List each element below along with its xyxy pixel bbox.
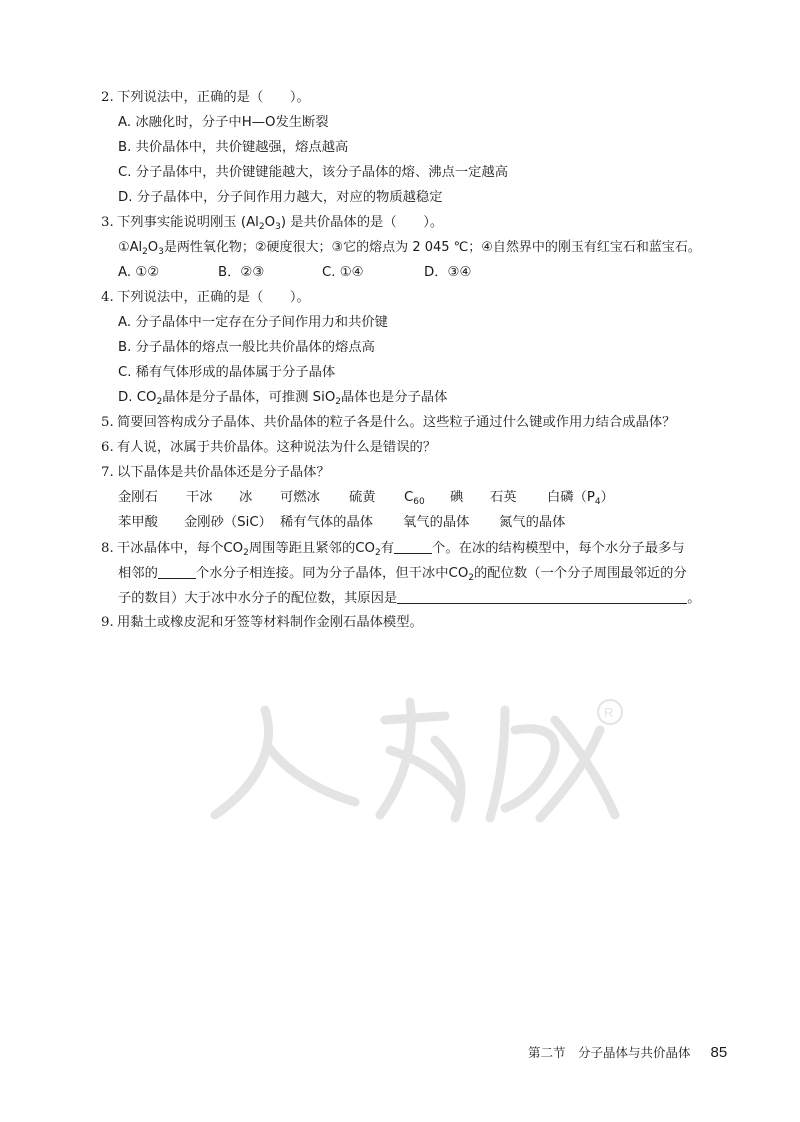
text-part: ） [600, 490, 614, 505]
question-4-option-a: A. 分子晶体中一定存在分子间作用力和共价键 [118, 315, 388, 330]
watermark-stroke [490, 710, 505, 818]
question-3-option-a: A. ①② [118, 265, 160, 280]
question-7-stem [101, 464, 330, 482]
question-text: 下列说法中，正确的是（ ）。 [117, 290, 310, 305]
question-2-option-d: D. 分子晶体中，分子间作用力越大，对应的物质越稳定 [118, 190, 443, 205]
question-8-line-1 [101, 539, 685, 558]
question-number: 9. [101, 615, 114, 630]
crystal-item: 碘 [450, 490, 464, 505]
text-part: O [147, 240, 159, 255]
text-part: O [264, 215, 276, 230]
question-text: 简要回答构成分子晶体、共价晶体的粒子各是什么。这些粒子通过什么键或作用力结合成晶体？ [117, 415, 676, 430]
text-part: 周围等距且紧邻的CO [248, 541, 376, 556]
question-2-option-c: C. 分子晶体中，共价键键能越大，该分子晶体的熔、沸点一定越高 [118, 165, 509, 180]
subscript: 2 [156, 397, 163, 407]
subscript: 2 [375, 548, 381, 558]
subscript: 4 [594, 497, 601, 507]
text-part: 。 [687, 591, 701, 606]
question-text: 用黏土或橡皮泥和牙签等材料制作金刚石晶体模型。 [117, 615, 423, 630]
text-part: 白磷（P [547, 490, 595, 505]
crystal-item: 冰 [239, 490, 253, 505]
subscript: 2 [258, 222, 265, 232]
subscript: 2 [243, 548, 249, 558]
watermark-stroke [505, 729, 555, 808]
text-part: C [404, 490, 414, 505]
crystal-item: 可燃冰 [280, 490, 320, 505]
question-number: 4. [101, 290, 114, 305]
question-number: 2. [101, 90, 114, 105]
subscript: 3 [275, 222, 281, 232]
text-part: ) 是共价晶体的是（ ）。 [280, 215, 444, 230]
question-2-stem [101, 89, 310, 107]
question-text: 下列说法中，正确的是（ ）。 [117, 90, 310, 105]
question-4-option-d [118, 389, 447, 407]
publisher-watermark-logo [205, 690, 635, 830]
question-4-option-c: C. 稀有气体形成的晶体属于分子晶体 [118, 365, 336, 380]
crystal-item-c60 [404, 489, 425, 507]
subscript: 60 [413, 497, 425, 507]
subscript: 2 [468, 573, 475, 583]
registered-mark-letter: R [604, 705, 614, 720]
text-part: 相邻的 [118, 566, 158, 581]
text-part: ①Al [118, 240, 143, 255]
text-part: 个。在冰的结构模型中，每个水分子最多与 [432, 541, 685, 556]
crystal-item: 稀有气体的晶体 [280, 515, 374, 530]
question-number: 8. [101, 541, 114, 556]
text-part: 的配位数（一个分子周围最邻近的分 [474, 566, 687, 581]
question-9 [101, 614, 423, 632]
question-3-facts [118, 239, 701, 257]
answer-blank-3[interactable] [397, 589, 687, 604]
question-text: 以下晶体是共价晶体还是分子晶体？ [117, 465, 330, 480]
crystal-item: 苯甲酸 [118, 515, 158, 530]
text-part: 是两性氧化物；②硬度很大；③它的熔点为 2 045 ℃；④自然界中的刚玉有红宝石和蓝宝石。 [163, 240, 701, 255]
text-part: 个水分子相连接。同为分子晶体，但干冰中CO [195, 566, 469, 581]
question-3-option-c: C. ①④ [322, 265, 364, 280]
text-part: 有 [380, 541, 395, 556]
text-part: D. CO [118, 390, 157, 405]
text-part: 晶体是分子晶体，可推测 SiO [162, 390, 336, 405]
question-4-option-b: B. 分子晶体的熔点一般比共价晶体的熔点高 [118, 340, 375, 355]
question-3-option-d: D．③④ [424, 265, 472, 280]
answer-blank-2[interactable] [158, 564, 196, 579]
question-2-option-a: A. 冰融化时，分子中H—O发生断裂 [118, 115, 329, 130]
subscript: 3 [158, 247, 164, 257]
crystal-item: 硫黄 [349, 490, 376, 505]
crystal-item: 金刚砂（SiC） [184, 515, 272, 530]
question-8-line-3 [118, 589, 701, 608]
crystal-item: 干冰 [186, 490, 213, 505]
page-number: 85 [710, 1044, 728, 1061]
crystal-item-p4 [547, 489, 614, 507]
crystal-item: 氮气的晶体 [499, 515, 566, 530]
crystal-item: 石英 [490, 490, 517, 505]
question-3-option-b: B．②③ [218, 265, 265, 280]
subscript: 2 [335, 397, 342, 407]
question-3-stem [101, 214, 443, 232]
question-6 [101, 439, 436, 457]
watermark-stroke [215, 710, 268, 815]
question-2-option-b: B. 共价晶体中，共价键越强，熔点越高 [118, 140, 349, 155]
question-5 [101, 414, 675, 432]
text-part: 干冰晶体中，每个CO [117, 541, 244, 556]
question-number: 5. [101, 415, 114, 430]
question-number: 7. [101, 465, 114, 480]
watermark-stroke [267, 745, 355, 802]
crystal-item: 金刚石 [118, 490, 158, 505]
answer-blank-1[interactable] [394, 539, 432, 554]
text-part: 下列事实能说明刚玉 (Al [117, 215, 259, 230]
crystal-item: 氧气的晶体 [403, 515, 470, 530]
text-part: 晶体也是分子晶体 [341, 390, 448, 405]
question-4-stem [101, 289, 310, 307]
question-8-line-2 [118, 564, 687, 583]
page-footer [528, 1043, 727, 1061]
section-title: 第二节 分子晶体与共价晶体 [528, 1045, 691, 1060]
text-part: 子的数目）大于冰中水分子的配位数，其原因是 [118, 591, 398, 606]
question-text: 有人说，冰属于共价晶体。这种说法为什么是错误的？ [117, 440, 437, 455]
subscript: 2 [142, 247, 148, 257]
question-number: 3. [101, 215, 114, 230]
question-number: 6. [101, 440, 114, 455]
